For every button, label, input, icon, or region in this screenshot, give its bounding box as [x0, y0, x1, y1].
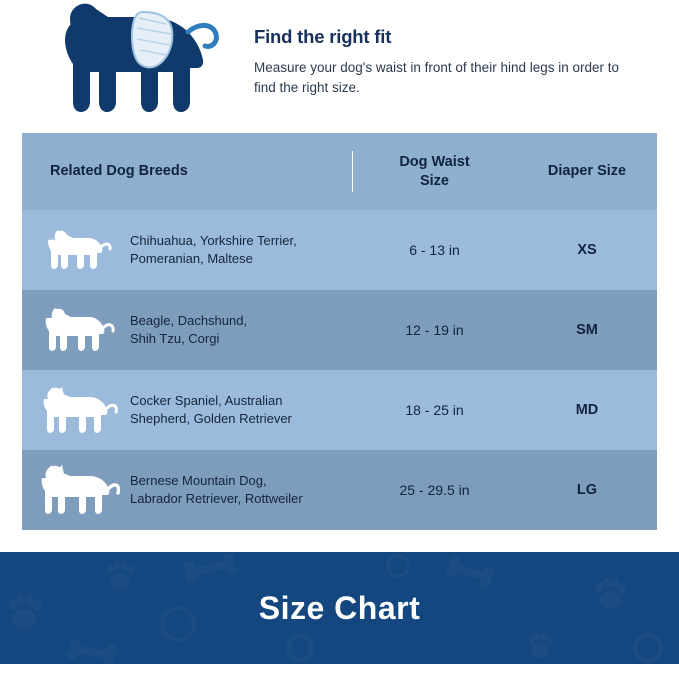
small-dog-icon: [22, 227, 130, 273]
hero-illustration: [22, 0, 254, 130]
cell-breeds: [22, 370, 352, 450]
page-title: Find the right fit: [254, 26, 392, 47]
medium-small-dog-icon: [22, 306, 130, 354]
header-label-breeds: Related Dog Breeds: [50, 163, 188, 180]
size-value: SM: [576, 322, 598, 338]
waist-value: 18 - 25 in: [405, 402, 464, 418]
cell-size: [517, 210, 657, 290]
breed-list: [130, 392, 298, 427]
cell-breeds: [22, 450, 352, 530]
size-value: MD: [575, 402, 599, 418]
cell-breeds: [22, 290, 352, 370]
breed-line-1: Chihuahua, Yorkshire Terrier,: [130, 233, 297, 249]
table-row: [22, 210, 657, 290]
breed-line-2: Shepherd, Golden Retriever: [130, 411, 292, 426]
header-label-waist: [399, 153, 469, 189]
breed-line-1: Bernese Mountain Dog,: [130, 473, 267, 489]
header-cell-waist: [352, 133, 517, 210]
breed-line-1: Beagle, Dachshund,: [130, 313, 248, 329]
footer-title: Size Chart: [258, 589, 421, 626]
header-section: [0, 0, 679, 133]
size-value: XS: [577, 242, 597, 258]
header-label-size: Diaper Size: [547, 163, 627, 180]
column-divider: [352, 151, 353, 192]
waist-value: 25 - 29.5 in: [399, 482, 470, 498]
header-cell-breeds: [22, 133, 352, 210]
table-row: [22, 290, 657, 370]
large-dog-icon: [22, 464, 130, 516]
cell-waist: [352, 210, 517, 290]
cell-size: [517, 370, 657, 450]
waist-value: 12 - 19 in: [405, 322, 464, 338]
breed-line-2: Labrador Retriever, Rottweiler: [130, 491, 303, 506]
medium-dog-icon: [22, 385, 130, 435]
breed-list: [130, 232, 303, 267]
breed-list: [130, 472, 309, 507]
waist-value: 6 - 13 in: [409, 242, 460, 258]
table-header-row: [22, 133, 657, 210]
cell-waist: [352, 450, 517, 530]
breed-list: [130, 312, 253, 347]
breed-line-2: Pomeranian, Maltese: [130, 251, 253, 266]
table-row: [22, 370, 657, 450]
cell-waist: [352, 370, 517, 450]
size-value: LG: [576, 482, 598, 498]
header-label-waist-line2: Size: [419, 172, 449, 189]
intro-block: [254, 0, 657, 97]
table-row: [22, 450, 657, 530]
header-cell-size: [517, 133, 657, 210]
page-description: Measure your dog's waist in front of their hind legs in order to find the right size.: [254, 60, 620, 95]
size-chart-table: [22, 133, 657, 530]
cell-size: [517, 450, 657, 530]
cell-size: [517, 290, 657, 370]
footer-banner: [0, 552, 679, 664]
cell-breeds: [22, 210, 352, 290]
cell-waist: [352, 290, 517, 370]
header-label-waist-line1: Dog Waist: [399, 154, 470, 171]
breed-line-1: Cocker Spaniel, Australian: [130, 393, 283, 409]
spacer: [0, 530, 679, 552]
breed-line-2: Shih Tzu, Corgi: [130, 331, 220, 346]
dog-with-diaper-illustration: [38, 2, 238, 130]
